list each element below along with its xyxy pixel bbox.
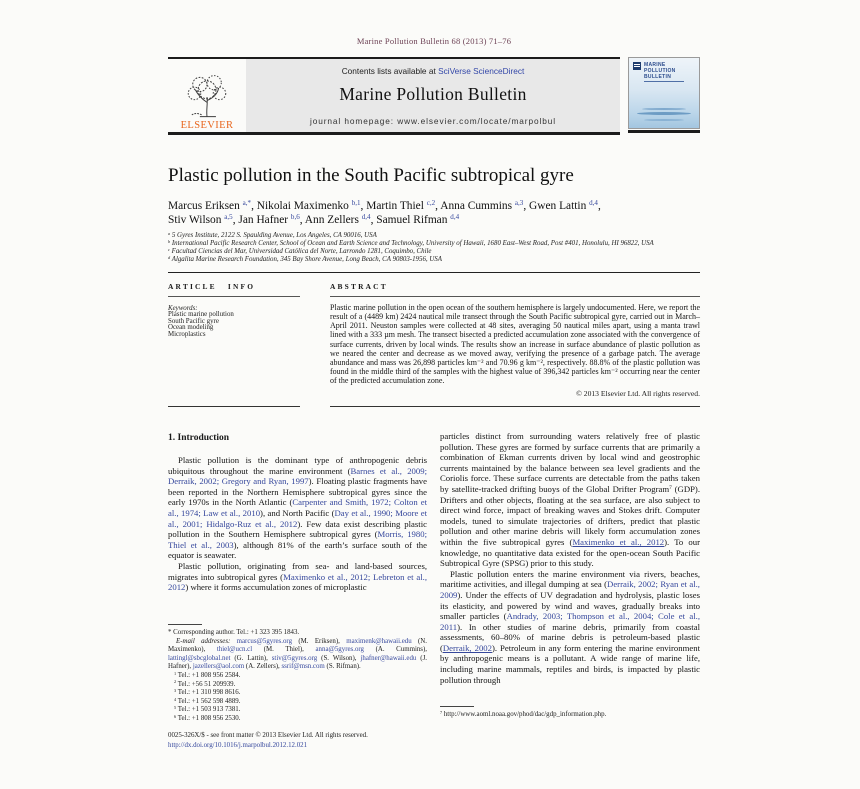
elsevier-logo xyxy=(168,59,246,132)
section-divider xyxy=(168,406,700,408)
affiliations xyxy=(168,232,708,264)
cover-wave-decoration xyxy=(642,108,686,110)
cover-wave-decoration xyxy=(644,119,684,121)
copyright-notice: © 2013 Elsevier Ltd. All rights reserved. xyxy=(576,389,700,399)
citation-link[interactable]: a,3 xyxy=(514,199,524,208)
tel-footnote-1: $^1$ Tel.: +1 808 956 2584. xyxy=(174,670,241,679)
author-list xyxy=(168,199,708,227)
cover-wave-decoration xyxy=(637,112,691,115)
journal-homepage-link[interactable]: journal homepage: www.elsevier.com/locate/marpolbul xyxy=(309,116,557,126)
footnote-divider xyxy=(168,624,202,625)
keyword-item: South Pacific gyre xyxy=(168,317,219,325)
journal-banner xyxy=(246,59,620,132)
journal-title: Marine Pollution Bulletin xyxy=(339,84,527,104)
tel-footnote-2: $^2$ Tel.: +56 51 209939. xyxy=(174,679,236,688)
affiliation-d: $^d$ Algalita Marine Research Foundation, 345 Bay Shore Avenue, Long Beach, CA 90803-1956, USA xyxy=(168,254,442,263)
right-column xyxy=(440,431,700,685)
citation-link[interactable]: a,5 xyxy=(224,213,233,222)
article-title: Plastic pollution in the South Pacific subtropical gyre xyxy=(168,165,574,186)
citation-link[interactable]: Derraik, 2002; Ryan et al., 2009 xyxy=(440,579,700,600)
citation-link[interactable]: Morris, 1980; Thiel et al., 2003 xyxy=(168,529,427,550)
citation-link[interactable]: Maximenko et al., 2012 xyxy=(572,536,665,547)
corresponding-author-note: * Corresponding author. Tel.: +1 323 395 1843. xyxy=(168,629,300,636)
cover-subtitle-line xyxy=(644,81,684,82)
email-link[interactable]: maximenk@hawaii.edu xyxy=(346,637,412,645)
publisher-imprint xyxy=(168,731,468,751)
email-link[interactable]: jazellers@aol.com xyxy=(192,663,245,671)
intro-paragraph-2: Plastic pollution, originating from sea- and land-based sources, migrates into subtropical gyres (Maximenko et al., 2012; Lebreton et al., 2012) where it forms accumulation zones of microplastic xyxy=(168,560,427,593)
email-link[interactable]: ssrif@msn.com xyxy=(281,663,325,671)
keyword-item: Ocean modeling xyxy=(168,324,214,332)
gdp-footnote xyxy=(440,706,700,720)
citation-link[interactable]: Carpenter and Smith, 1972; Colton et al., 1974; Law et al., 2010 xyxy=(168,497,428,518)
citation-link[interactable]: c,2 xyxy=(426,199,436,208)
affiliation-b: $^b$ International Pacific Research Center, School of Ocean and Earth Science and Technology, University of Hawaii, 1680 East–West Road, Post #401, Honolulu, HI 96822, USA xyxy=(168,238,654,247)
journal-citation-line: Marine Pollution Bulletin 68 (2013) 71–76 xyxy=(356,36,512,46)
affiliation-c: $^c$ Facultad Ciencias del Mar, Universidad Católica del Norte, Larrondo 1281, Coquimbo, Chile xyxy=(168,246,432,255)
footnote-divider xyxy=(440,706,474,707)
citation-link[interactable]: Derraik, 2002 xyxy=(442,642,492,653)
keyword-item: Plastic marine pollution xyxy=(168,311,234,318)
article-info-heading: ARTICLE INFO xyxy=(168,273,300,297)
email-link[interactable]: stiv@5gyres.org xyxy=(271,654,318,662)
journal-header xyxy=(168,57,620,135)
citation-link[interactable]: d,4 xyxy=(361,213,371,222)
email-link[interactable]: anna@5gyres.org xyxy=(315,646,365,654)
citation-link[interactable]: Andrady, 2003; Thompson et al., 2004; Cole et al., 2011 xyxy=(440,611,700,632)
issn-copyright-line: 0025-326X/$ - see front matter © 2013 Elsevier Ltd. All rights reserved. xyxy=(168,732,368,739)
tel-footnote-5: $^5$ Tel.: +1 503 913 7381. xyxy=(174,705,241,714)
tel-footnote-6: $^6$ Tel.: +1 808 956 2530. xyxy=(174,713,241,722)
journal-cover-thumbnail[interactable] xyxy=(628,57,700,129)
keywords-label: Keywords: xyxy=(168,305,198,312)
intro-paragraph-1: Plastic pollution is the dominant type of anthropogenic debris ubiquitous throughout the marine environment (Barnes et al., 2009; Derraik, 2002; Gregory and Ryan, 1997). Floating plastic fragments have been reported in the Northern Hemisphere subtropical gyres since the early 1970s in the North Atlantic (Carpenter and Smith, 1972; Colton et al., 1974; Law et al., 2010), and North Pacific (Day et al., 1990; Moore et al., 2001; Hidalgo-Ruz et al., 2012). Few data exist describing plastic pollution in the Southern Hemisphere subtropical gyres (Morris, 1980; Thiel et al., 2003), although 81% of the earth’s surface south of the equator is seawater. xyxy=(168,455,428,561)
sciverse-sciencedirect-link[interactable]: SciVerse ScienceDirect xyxy=(438,66,525,76)
citation-link[interactable]: Maximenko et al., 2012; Lebreton et al., 2012 xyxy=(168,571,427,593)
affiliation-a: $^a$ 5 Gyres Institute, 2122 S. Spaulding Avenue, Los Angeles, CA 90016, USA xyxy=(168,230,377,239)
gdp-url-note[interactable]: $^7$ http://www.aoml.noaa.gov/phod/dac/gdp_information.php. xyxy=(440,709,607,718)
doi-link[interactable]: http://dx.doi.org/10.1016/j.marpolbul.2012.12.021 xyxy=(168,742,308,749)
elsevier-wordmark: ELSEVIER xyxy=(180,120,234,131)
contents-line xyxy=(250,66,616,76)
citation-link[interactable]: b,1 xyxy=(351,199,361,208)
journal-cover-wrap xyxy=(628,57,700,133)
citation-link[interactable]: d,4 xyxy=(589,199,598,208)
keyword-item: Microplastics xyxy=(168,331,206,339)
introduction-heading: 1. Introduction xyxy=(168,433,230,443)
email-addresses-note: E-mail addresses: marcus@5gyres.org (M. Eriksen), maximenk@hawaii.edu (N. Maximenko), thiel@ucn.cl (M. Thiel), anna@5gyres.org (A. Cummins), lattingl@sbcglobal.net (G. Lattin), stiv@5gyres.org (S. Wilson), jhafner@hawaii.edu (J. Hafner), jazellers@aol.com (A. Zellers), ssrif@msn.com (S. Rifman). xyxy=(168,637,428,671)
tel-footnote-4: $^4$ Tel.: +1 562 598 4889. xyxy=(174,696,241,705)
cover-publisher-icon xyxy=(633,62,641,70)
email-link[interactable]: lattingl@sbcglobal.net xyxy=(168,654,231,662)
citation-link[interactable]: a,* xyxy=(242,199,252,208)
author-footnotes xyxy=(168,624,427,724)
tel-footnote-3: $^3$ Tel.: +1 310 998 8616. xyxy=(174,688,241,697)
article-info-column xyxy=(168,273,300,398)
article-info-abstract-section xyxy=(168,272,700,408)
author-line-2: Stiv Wilson $^{a,5}$, Jan Hafner $^{b,6}$, Ann Zellers $^{d,4}$, Samuel Rifman $^{d,4}$ xyxy=(168,213,460,226)
citation-link[interactable]: Barnes et al., 2009; Derraik, 2002; Gregory and Ryan, 1997 xyxy=(168,465,427,487)
citation-link[interactable]: Day et al., 1990; Moore et al., 2001; Hidalgo-Ruz et al., 2012 xyxy=(168,507,428,529)
citation-link[interactable]: d,4 xyxy=(450,213,460,222)
email-link[interactable]: thiel@ucn.cl xyxy=(216,646,253,654)
email-link[interactable]: jhafner@hawaii.edu xyxy=(360,654,417,662)
abstract-column xyxy=(330,273,700,398)
author-line-1: Marcus Eriksen $^{a,*}$, Nikolai Maximenko $^{b,1}$, Martin Thiel $^{c,2}$, Anna Cummins $^{a,3}$, Gwen Lattin $^{d,4}$, xyxy=(168,199,601,212)
email-link[interactable]: marcus@5gyres.org xyxy=(236,637,293,645)
abstract-text: Plastic marine pollution in the open ocean of the southern hemisphere is largely undocumented. Here, we report the result of a (4489 km) 2424 nautical mile transect through the South Pacific subtropical gyre, carried out in March–April 2011. Neuston samples were collected at 48 sites, averaging 50 nautical miles apart, using a manta trawl lined with a 333 µm mesh. The transect bisected a predicted accumulation zone associated with the convergence of surface currents, driven by local winds. The results show an increase in surface abundance of plastic pollution as we neared the center and decrease as we moved away, verifying the presence of a garbage patch. The average abundance and mass was 26,898 particles km⁻² and 70.96 g km⁻², respectively. 88.8% of the plastic pollution was found in the middle third of the samples with the highest value of 396,342 particles km⁻² occurring near the center of the predicted accumulation zone. xyxy=(330,303,700,386)
contents-prefix: Contents lists available at xyxy=(341,66,439,76)
intro-paragraph-3: particles distinct from surrounding waters relatively free of plastic pollution. These gyres are formed by surface currents that are primarily a combination of Ekman currents driven by local wind and geostrophic currents maintained by the balance between sea level gradients and the Coriolis force. These surface currents are detectable from the paths taken by satellite-tracked drifting buoys of the Global Drifter Program$^7$ (GDP). Drifters and other objects, floating at the sea surface, are also subject to direct wind force, impact of breaking waves and Stokes drift. Computer models, tuned to simulate trajectories of drifters, predict that plastic pollution and other marine debris will likely form accumulation zones within the five subtropical gyres (Maximenko et al., 2012). To our knowledge, no quantitative data existed for the open-ocean South Pacific Subtropical Gyre (SPSG) prior to this study. xyxy=(440,431,701,569)
cover-title: MARINE POLLUTION BULLETIN xyxy=(644,62,676,80)
citation-link[interactable]: b,6 xyxy=(290,213,300,222)
intro-paragraph-4: Plastic pollution enters the marine environment via rivers, beaches, maritime activities, and illegal dumping at sea (Derraik, 2002; Ryan et al., 2009). Under the effects of UV degradation and hydrolysis, plastic loses its elasticity, and powered by wind and waves, gradually breaks into smaller particles (Andrady, 2003; Thompson et al., 2004; Cole et al., 2011). In other studies of marine debris, primarily from coastal assessments, 60–80% of marine debris is petroleum-based plastic (Derraik, 2002). Petroleum in any form entering the marine environment by anthropogenic means is a pollutant. A wide range of marine life, including marine mammals, reptiles and birds, is impacted by plastic pollution through xyxy=(440,568,700,685)
abstract-heading: ABSTRACT xyxy=(330,273,700,297)
elsevier-tree-icon xyxy=(180,72,234,122)
